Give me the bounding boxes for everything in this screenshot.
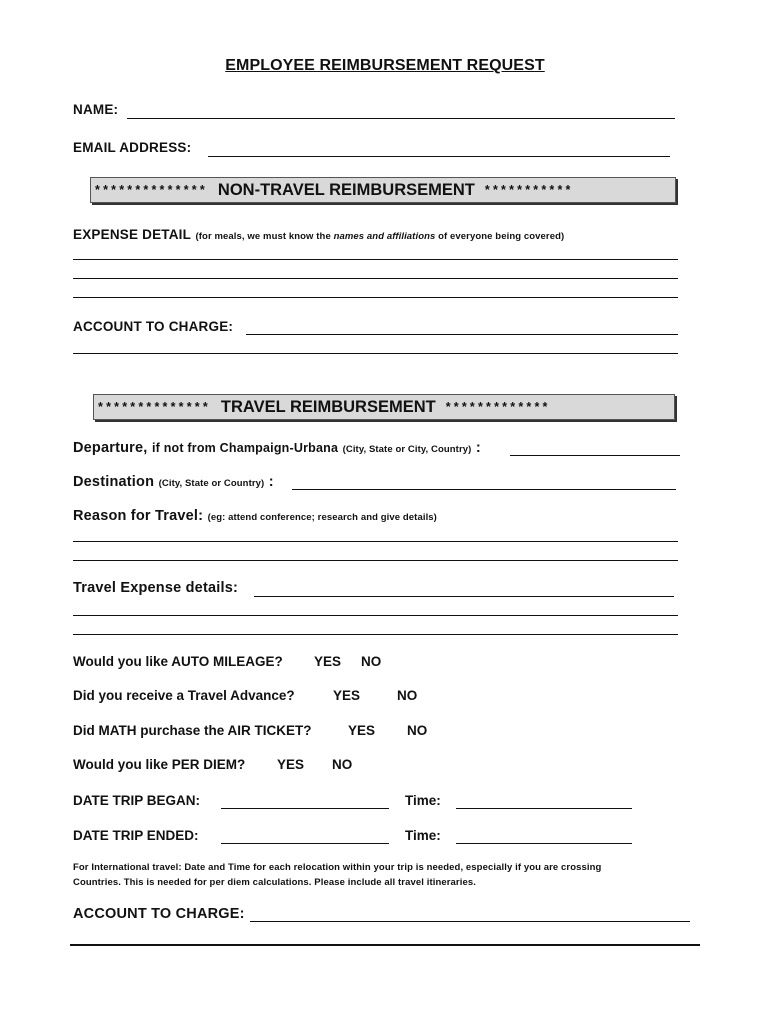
expense-note-emphasis: names and affiliations xyxy=(333,231,436,242)
travel-advance-no[interactable]: NO xyxy=(397,688,418,703)
air-ticket-question: Did MATH purchase the AIR TICKET? xyxy=(73,723,312,738)
destination-hint: (City, State or Country) xyxy=(158,478,265,489)
expense-note-post: of everyone being covered) xyxy=(435,231,565,242)
bottom-rule xyxy=(70,944,700,946)
destination-row: Destination (City, State or Country) : xyxy=(73,474,274,490)
destination-field[interactable] xyxy=(292,489,676,490)
air-ticket-yes[interactable]: YES xyxy=(348,723,376,738)
departure-row: Departure, if not from Champaign-Urbana (City, State or City, Country) : xyxy=(73,440,481,456)
travel-stars-left: ************** xyxy=(98,400,211,414)
intl-note-line-1: For International travel: Date and Time for each relocation within your trip is needed, especially if you are crossing xyxy=(73,862,602,873)
travel-expense-line-2[interactable] xyxy=(73,615,678,616)
date-ended-label: DATE TRIP ENDED: xyxy=(73,828,199,843)
email-label: EMAIL ADDRESS: xyxy=(73,140,192,155)
non-travel-heading: NON-TRAVEL REIMBURSEMENT xyxy=(217,180,475,199)
travel-account-label: ACCOUNT TO CHARGE: xyxy=(73,906,245,922)
auto-mileage-no[interactable]: NO xyxy=(361,654,382,669)
reason-hint: (eg: attend conference; research and give details) xyxy=(207,512,437,523)
time-ended-label: Time: xyxy=(405,828,441,843)
non-travel-banner xyxy=(90,177,676,203)
name-label: NAME: xyxy=(73,102,119,117)
email-field[interactable] xyxy=(208,156,670,157)
time-began-field[interactable] xyxy=(456,808,632,809)
per-diem-yes[interactable]: YES xyxy=(277,757,305,772)
expense-line-2[interactable] xyxy=(73,278,678,279)
auto-mileage-question: Would you like AUTO MILEAGE? xyxy=(73,654,283,669)
travel-advance-question: Did you receive a Travel Advance? xyxy=(73,688,295,703)
departure-label: Departure, xyxy=(73,440,148,456)
name-field[interactable] xyxy=(127,118,675,119)
travel-banner xyxy=(93,394,675,420)
expense-note-pre: (for meals, we must know the xyxy=(195,231,334,242)
time-began-label: Time: xyxy=(405,793,441,808)
expense-line-3[interactable] xyxy=(73,297,678,298)
date-began-label: DATE TRIP BEGAN: xyxy=(73,793,201,808)
non-travel-account-label: ACCOUNT TO CHARGE: xyxy=(73,319,234,334)
travel-advance-yes[interactable]: YES xyxy=(333,688,361,703)
travel-heading: TRAVEL REIMBURSEMENT xyxy=(220,397,436,416)
reason-line-1[interactable] xyxy=(73,541,678,542)
departure-note: if not from Champaign-Urbana xyxy=(151,441,339,455)
non-travel-account-field[interactable] xyxy=(246,334,678,335)
form-title: EMPLOYEE REIMBURSEMENT REQUEST xyxy=(225,57,545,74)
travel-stars-right: ************* xyxy=(445,400,551,414)
reason-row xyxy=(73,507,437,525)
expense-line-1[interactable] xyxy=(73,259,678,260)
departure-hint: (City, State or City, Country) xyxy=(342,444,472,455)
non-travel-account-line-2[interactable] xyxy=(73,353,678,354)
departure-field[interactable] xyxy=(510,455,680,456)
travel-expense-line-3[interactable] xyxy=(73,634,678,635)
travel-account-field[interactable] xyxy=(250,921,690,922)
expense-detail-label: EXPENSE DETAIL xyxy=(73,227,192,242)
per-diem-question: Would you like PER DIEM? xyxy=(73,757,246,772)
reason-line-2[interactable] xyxy=(73,560,678,561)
travel-expense-label: Travel Expense details: xyxy=(73,580,238,596)
expense-detail-row xyxy=(73,226,564,244)
per-diem-no[interactable]: NO xyxy=(332,757,353,772)
time-ended-field[interactable] xyxy=(456,843,632,844)
intl-note-line-2: Countries. This is needed for per diem calculations. Please include all travel itineraries. xyxy=(73,877,476,888)
reason-label: Reason for Travel: xyxy=(73,508,204,524)
date-ended-field[interactable] xyxy=(221,843,389,844)
destination-label: Destination xyxy=(73,474,155,490)
banner-stars-right: *********** xyxy=(484,183,574,197)
date-began-field[interactable] xyxy=(221,808,389,809)
banner-stars-left: ************** xyxy=(95,183,208,197)
auto-mileage-yes[interactable]: YES xyxy=(314,654,342,669)
travel-expense-field[interactable] xyxy=(254,596,674,597)
air-ticket-no[interactable]: NO xyxy=(407,723,428,738)
